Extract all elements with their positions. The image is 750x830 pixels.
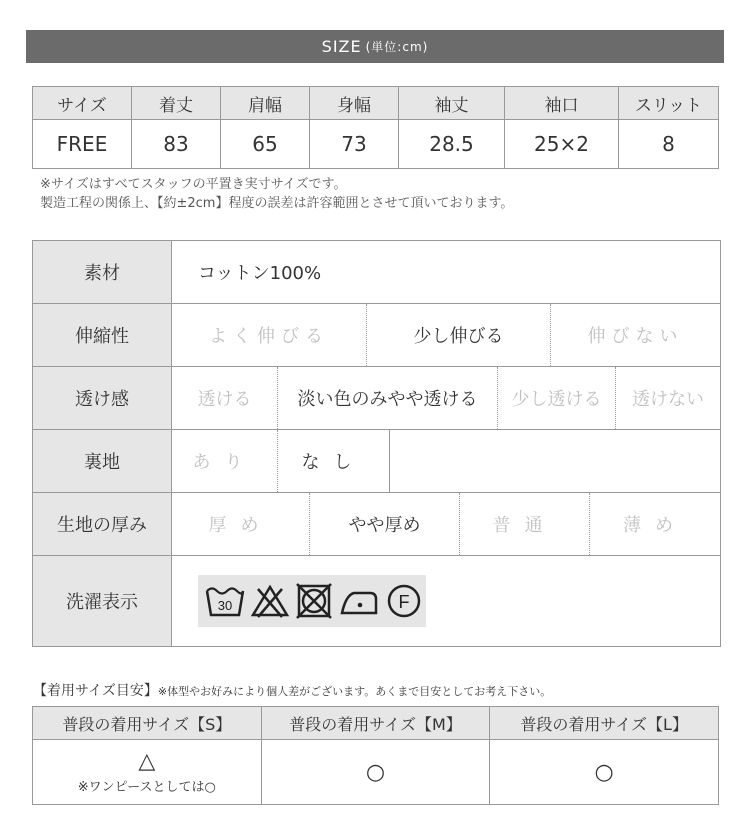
size-header-cell: 肩幅 (221, 87, 310, 120)
size-value-cell: 25×2 (505, 120, 619, 169)
size-value-cell: 28.5 (399, 120, 505, 169)
fit-cell-m (261, 740, 490, 805)
attributes-table (32, 240, 721, 647)
fit-guide-note: ※体型やお好みにより個人差がございます。あくまで目安としてお考え下さい。 (157, 685, 552, 698)
no-bleach-icon (250, 581, 290, 621)
no-tumble-dry-icon (294, 581, 334, 621)
size-note: 製造工程の関係上、【約±2cm】程度の誤差は許容範囲とさせて頂いております。 (40, 196, 514, 211)
fit-guide-table (32, 706, 719, 805)
material-label: 素材 (33, 241, 172, 303)
size-header-cell: 袖口 (505, 87, 619, 120)
fit-mark: ○ (594, 759, 614, 785)
material-row (33, 241, 720, 303)
thickness-option-selected: やや厚め (310, 493, 460, 555)
stretch-label: 伸縮性 (33, 304, 172, 366)
fit-header-cell: 普段の着用サイズ【M】 (261, 707, 490, 740)
sheer-option: 透けない (632, 389, 704, 410)
fit-cell-s (33, 740, 262, 805)
size-value-cell: 83 (132, 120, 221, 169)
fit-cell-l (490, 740, 719, 805)
size-banner (26, 30, 724, 63)
fit-guide-title: 【着用サイズ目安】 (33, 683, 158, 699)
thickness-option: 普通 (460, 493, 590, 555)
size-unit: (単位:cm) (365, 40, 429, 54)
fit-mark: △ (138, 749, 156, 774)
lining-row (33, 429, 720, 492)
stretch-option-selected: 少し伸びる (367, 304, 551, 366)
fit-mark: ○ (365, 759, 386, 785)
size-value-cell: 73 (310, 120, 399, 169)
washing-label: 洗濯表示 (33, 556, 172, 646)
size-table-row (33, 120, 719, 169)
fit-note: ※ワンピースとしては○ (77, 780, 216, 795)
svg-text:F: F (398, 592, 410, 612)
thickness-option: 厚め (172, 493, 310, 555)
sheer-option: 少し透ける (498, 367, 616, 429)
size-value-cell: 8 (619, 120, 719, 169)
size-table-header (33, 87, 719, 120)
sheer-option: 透ける (172, 367, 278, 429)
lining-option: あり (172, 430, 278, 492)
size-header-cell: スリット (619, 87, 719, 120)
fit-table-header (33, 707, 719, 740)
fit-header-cell: 普段の着用サイズ【S】 (33, 707, 262, 740)
size-title: SIZE (321, 37, 362, 56)
size-header-cell: 着丈 (132, 87, 221, 120)
fit-table-row (33, 740, 719, 805)
size-header-cell: 袖丈 (399, 87, 505, 120)
lining-label: 裏地 (33, 430, 172, 492)
sheer-row (33, 366, 720, 429)
stretch-row (33, 303, 720, 366)
wash-symbols (198, 575, 426, 627)
sheer-option-selected: 淡い色のみやや透ける (278, 367, 498, 429)
lining-option-selected: なし (278, 430, 390, 492)
size-table (32, 86, 719, 169)
thickness-label: 生地の厚み (33, 493, 172, 555)
wash-30-icon (204, 581, 246, 621)
size-note: ※サイズはすべてスタッフの平置き実寸サイズです。 (40, 177, 347, 192)
fit-guide-heading (33, 680, 551, 700)
size-value-cell: 65 (221, 120, 310, 169)
material-value: コットン100% (198, 263, 322, 284)
size-value-cell: FREE (33, 120, 132, 169)
fit-header-cell: 普段の着用サイズ【L】 (490, 707, 719, 740)
svg-text:30: 30 (217, 598, 233, 613)
sheer-label: 透け感 (33, 367, 172, 429)
size-header-cell: 身幅 (310, 87, 399, 120)
dry-clean-f-icon (384, 581, 424, 621)
stretch-option: 伸びない (587, 326, 684, 347)
thickness-row (33, 492, 720, 555)
size-notes (40, 175, 513, 213)
washing-row (33, 555, 720, 646)
thickness-option: 薄め (623, 515, 687, 536)
stretch-option: よく伸びる (172, 304, 367, 366)
size-header-cell: サイズ (33, 87, 132, 120)
iron-low-icon (338, 581, 380, 621)
